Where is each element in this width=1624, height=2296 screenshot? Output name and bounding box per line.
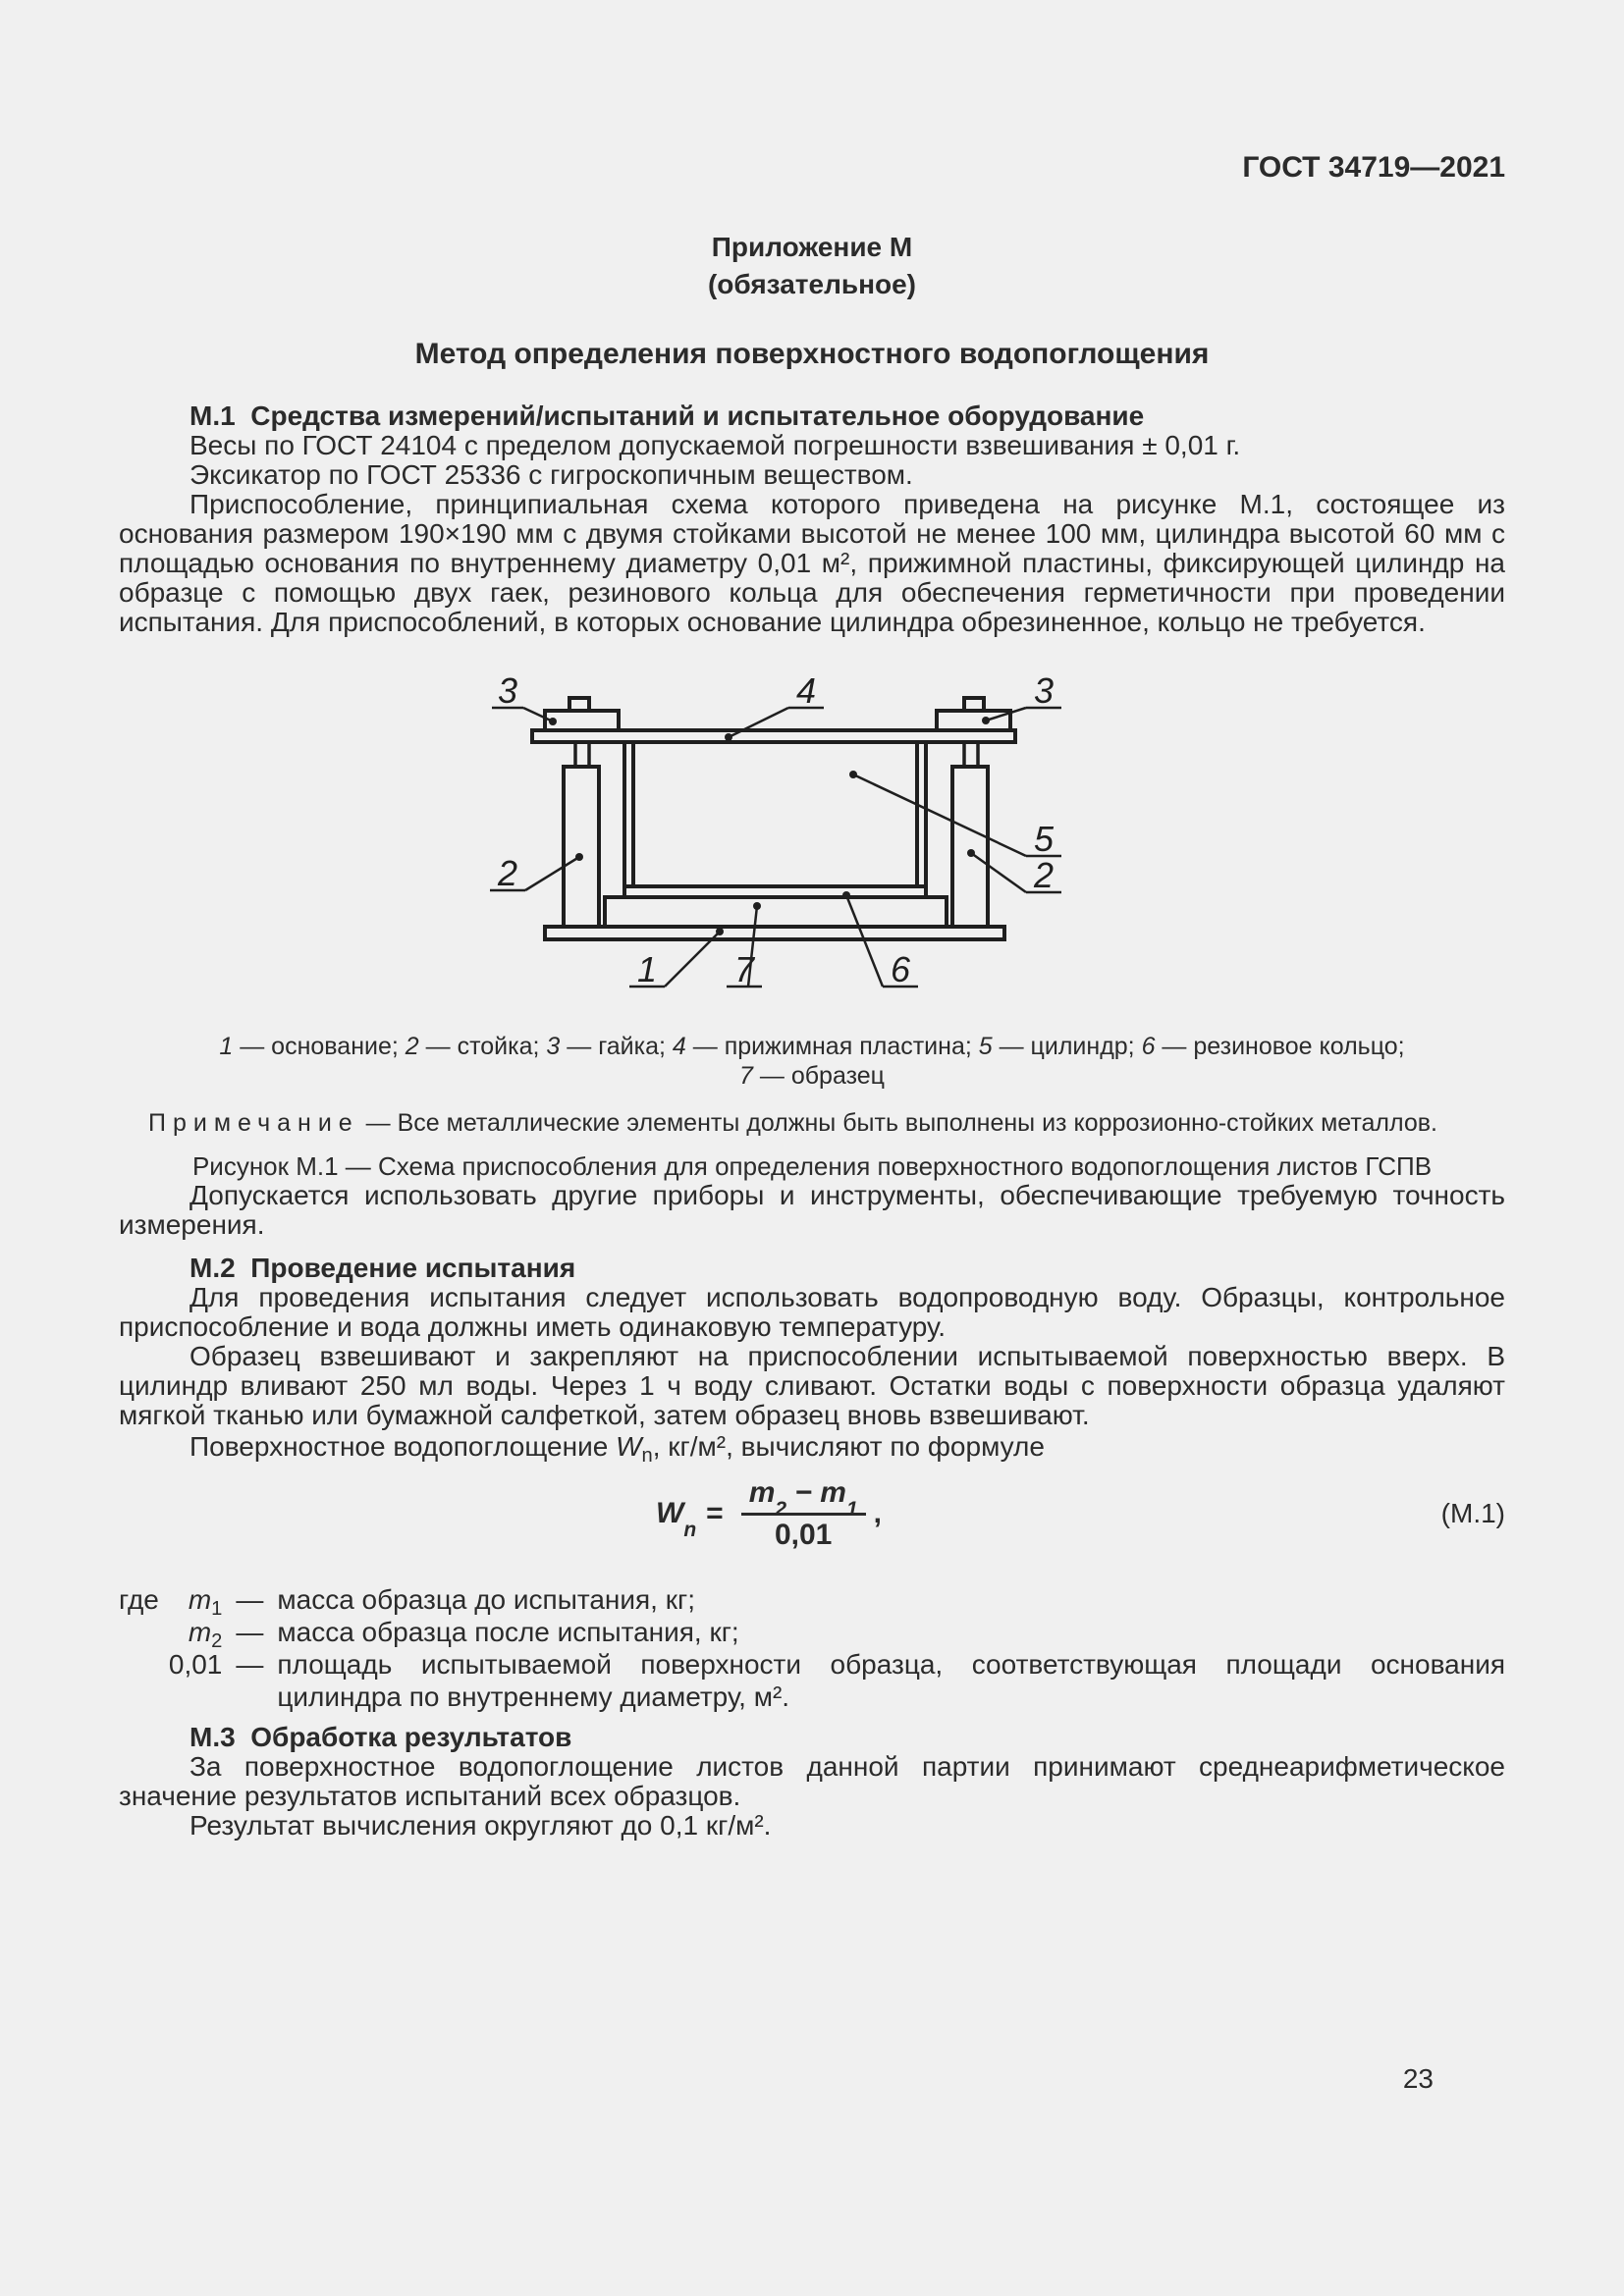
callout-post-right: 2: [1033, 855, 1055, 895]
formula-intro-suffix: , кг/м², вычисляют по формуле: [652, 1431, 1045, 1462]
paragraph-m2-procedure: Образец взвешивают и закрепляют на приспособлении испытываемой поверхностью вверх. В цилиндр вливают 250 мл воды. Через 1 ч воду сливают. Остатки воды с поверхности образца удаляют мягкой тканью или бумажной салфеткой, затем образец вновь взвешивают.: [119, 1341, 1505, 1430]
where-description: масса образца до испытания, кг;: [277, 1584, 695, 1615]
where-lead: где: [119, 1584, 159, 1615]
paragraph-m1-device: Приспособление, принципиальная схема которого приведена на рисунке М.1, состоящее из основания размером 190×190 мм с двумя стойками высотой не менее 100 мм, цилиндра высотой 60 мм с площадью основания по внутреннему диаметру 0,01 м², прижимной пластины, фиксирующей цилиндр на образце с помощью двух гаек, резинового кольца для обеспечения герметичности при проведении испытания. Для приспособлений, в которых основание цилиндра обрезиненное, кольцо не требуется.: [119, 489, 1505, 637]
paragraph-m1-scales: Весы по ГОСТ 24104 с пределом допускаемой погрешности взвешивания ± 0,01 г.: [189, 430, 1241, 460]
appendix-title: Метод определения поверхностного водопоглощения: [414, 338, 1210, 370]
paragraph-m3-rounding: Результат вычисления округляют до 0,1 кг/м².: [189, 1810, 772, 1841]
section-heading-m2: [119, 1254, 1505, 1283]
leader-dot: [575, 853, 583, 861]
cylinder-wall-left: [624, 742, 633, 886]
where-description: площадь испытываемой поверхности образца, соответствующая площади основания цилиндра по внутреннему диаметру, м².: [277, 1649, 1505, 1712]
leader-dot: [967, 849, 975, 857]
sample-part: [605, 897, 947, 927]
callout-sample: 7: [733, 949, 755, 989]
apparatus-diagram: [468, 659, 1097, 1024]
formula-block: [119, 1471, 1505, 1556]
section-title-m1: Средства измерений/испытаний и испытательное оборудование: [250, 400, 1145, 431]
page-number: 23: [1402, 2063, 1434, 2094]
leader-dot: [982, 717, 990, 724]
callout-base: 1: [636, 949, 658, 989]
where-term: $m_2$: [188, 1617, 223, 1653]
section-title-m2: Проведение испытания: [250, 1253, 576, 1283]
formula-lhs: $W_n$: [656, 1497, 697, 1542]
formula-intro-prefix: Поверхностное водопоглощение: [189, 1431, 617, 1462]
post-right-part: [952, 767, 988, 927]
callout-post-left: 2: [497, 853, 518, 893]
where-dash: —: [236, 1617, 264, 1647]
formula-comma: ,: [873, 1497, 882, 1529]
section-label-m1: М.1: [189, 400, 236, 431]
section-heading-m3: [119, 1723, 1505, 1752]
section-label-m3: М.3: [189, 1722, 236, 1752]
note-label: Примечание: [148, 1109, 359, 1137]
where-term: 0,01: [168, 1649, 223, 1680]
post-left-part: [564, 767, 599, 927]
paragraph-m2-water: Для проведения испытания следует использовать водопроводную воду. Образцы, контрольное приспособление и вода должны иметь одинаковую температуру.: [119, 1282, 1505, 1342]
where-lead: [119, 1648, 169, 1713]
leader-dot: [716, 928, 724, 935]
formula-m1: [656, 1476, 882, 1552]
formula-denominator: 0,01: [774, 1518, 833, 1551]
figure-legend-line1: 1 — основание; 2 — стойка; 3 — гайка; 4 — прижимная пластина; 5 — цилиндр; 6 — резиновое кольцо;: [219, 1033, 1405, 1060]
callout-nut-right: 3: [1033, 670, 1055, 711]
formula-where-list: [119, 1583, 1505, 1713]
equals-sign: =: [706, 1497, 724, 1529]
figure-legend-line2: 7 — образец: [739, 1062, 885, 1090]
section-title-m3: Обработка результатов: [250, 1722, 572, 1752]
paragraph-m1-desiccator: Эксикатор по ГОСТ 25336 с гигроскопичным веществом.: [189, 459, 913, 490]
where-dash: —: [236, 1649, 264, 1680]
where-dash: —: [236, 1584, 264, 1615]
wn-symbol: $W_n$: [616, 1431, 653, 1468]
leader-dot: [753, 902, 761, 910]
appendix-label: Приложение М: [711, 232, 913, 262]
paragraph-m3-average: За поверхностное водопоглощение листов данной партии принимают среднеарифметическое значение результатов испытаний всех образцов.: [119, 1751, 1505, 1811]
cylinder-wall-right: [917, 742, 926, 886]
leader-dot: [842, 891, 850, 899]
paragraph-m1-other-devices: Допускается использовать другие приборы и инструменты, обеспечивающие требуемую точность измерения.: [119, 1180, 1505, 1240]
leader-dot: [725, 733, 732, 741]
bolt-tip-right: [964, 698, 984, 711]
nut-right-part: [937, 711, 1010, 730]
formula-numerator: $m_2 - m_1$: [741, 1476, 866, 1516]
figure-note: [119, 1108, 1505, 1138]
bolt-left: [575, 742, 589, 767]
bolt-right: [964, 742, 978, 767]
paragraph-m2-formula-intro: [119, 1430, 1505, 1468]
standard-designation: ГОСТ 34719—2021: [1242, 151, 1505, 184]
appendix-subtitle: (обязательное): [707, 269, 916, 299]
callout-cylinder: 5: [1033, 819, 1055, 859]
figure-caption: Рисунок М.1 — Схема приспособления для определения поверхностного водопоглощения листов ГСПВ: [191, 1151, 1433, 1181]
section-label-m2: М.2: [189, 1253, 236, 1283]
leader-dot: [849, 771, 857, 778]
bolt-tip-left: [569, 698, 589, 711]
callout-ring: 6: [890, 949, 911, 989]
where-lead: [119, 1616, 169, 1648]
callout-plate: 4: [795, 670, 817, 711]
leader-dot: [549, 718, 557, 725]
note-text: — Все металлические элементы должны быть выполнены из коррозионно-стойких металлов.: [365, 1109, 1437, 1137]
where-term: $m_1$: [188, 1584, 223, 1621]
figure-legend: [119, 1032, 1505, 1091]
where-description: масса образца после испытания, кг;: [277, 1617, 739, 1647]
base-part: [545, 927, 1004, 939]
figure-m1: [468, 659, 1097, 1024]
formula-fraction: [741, 1476, 866, 1552]
section-heading-m1: [119, 401, 1505, 431]
formula-number: (М.1): [1440, 1498, 1505, 1528]
callout-nut-left: 3: [497, 670, 518, 711]
